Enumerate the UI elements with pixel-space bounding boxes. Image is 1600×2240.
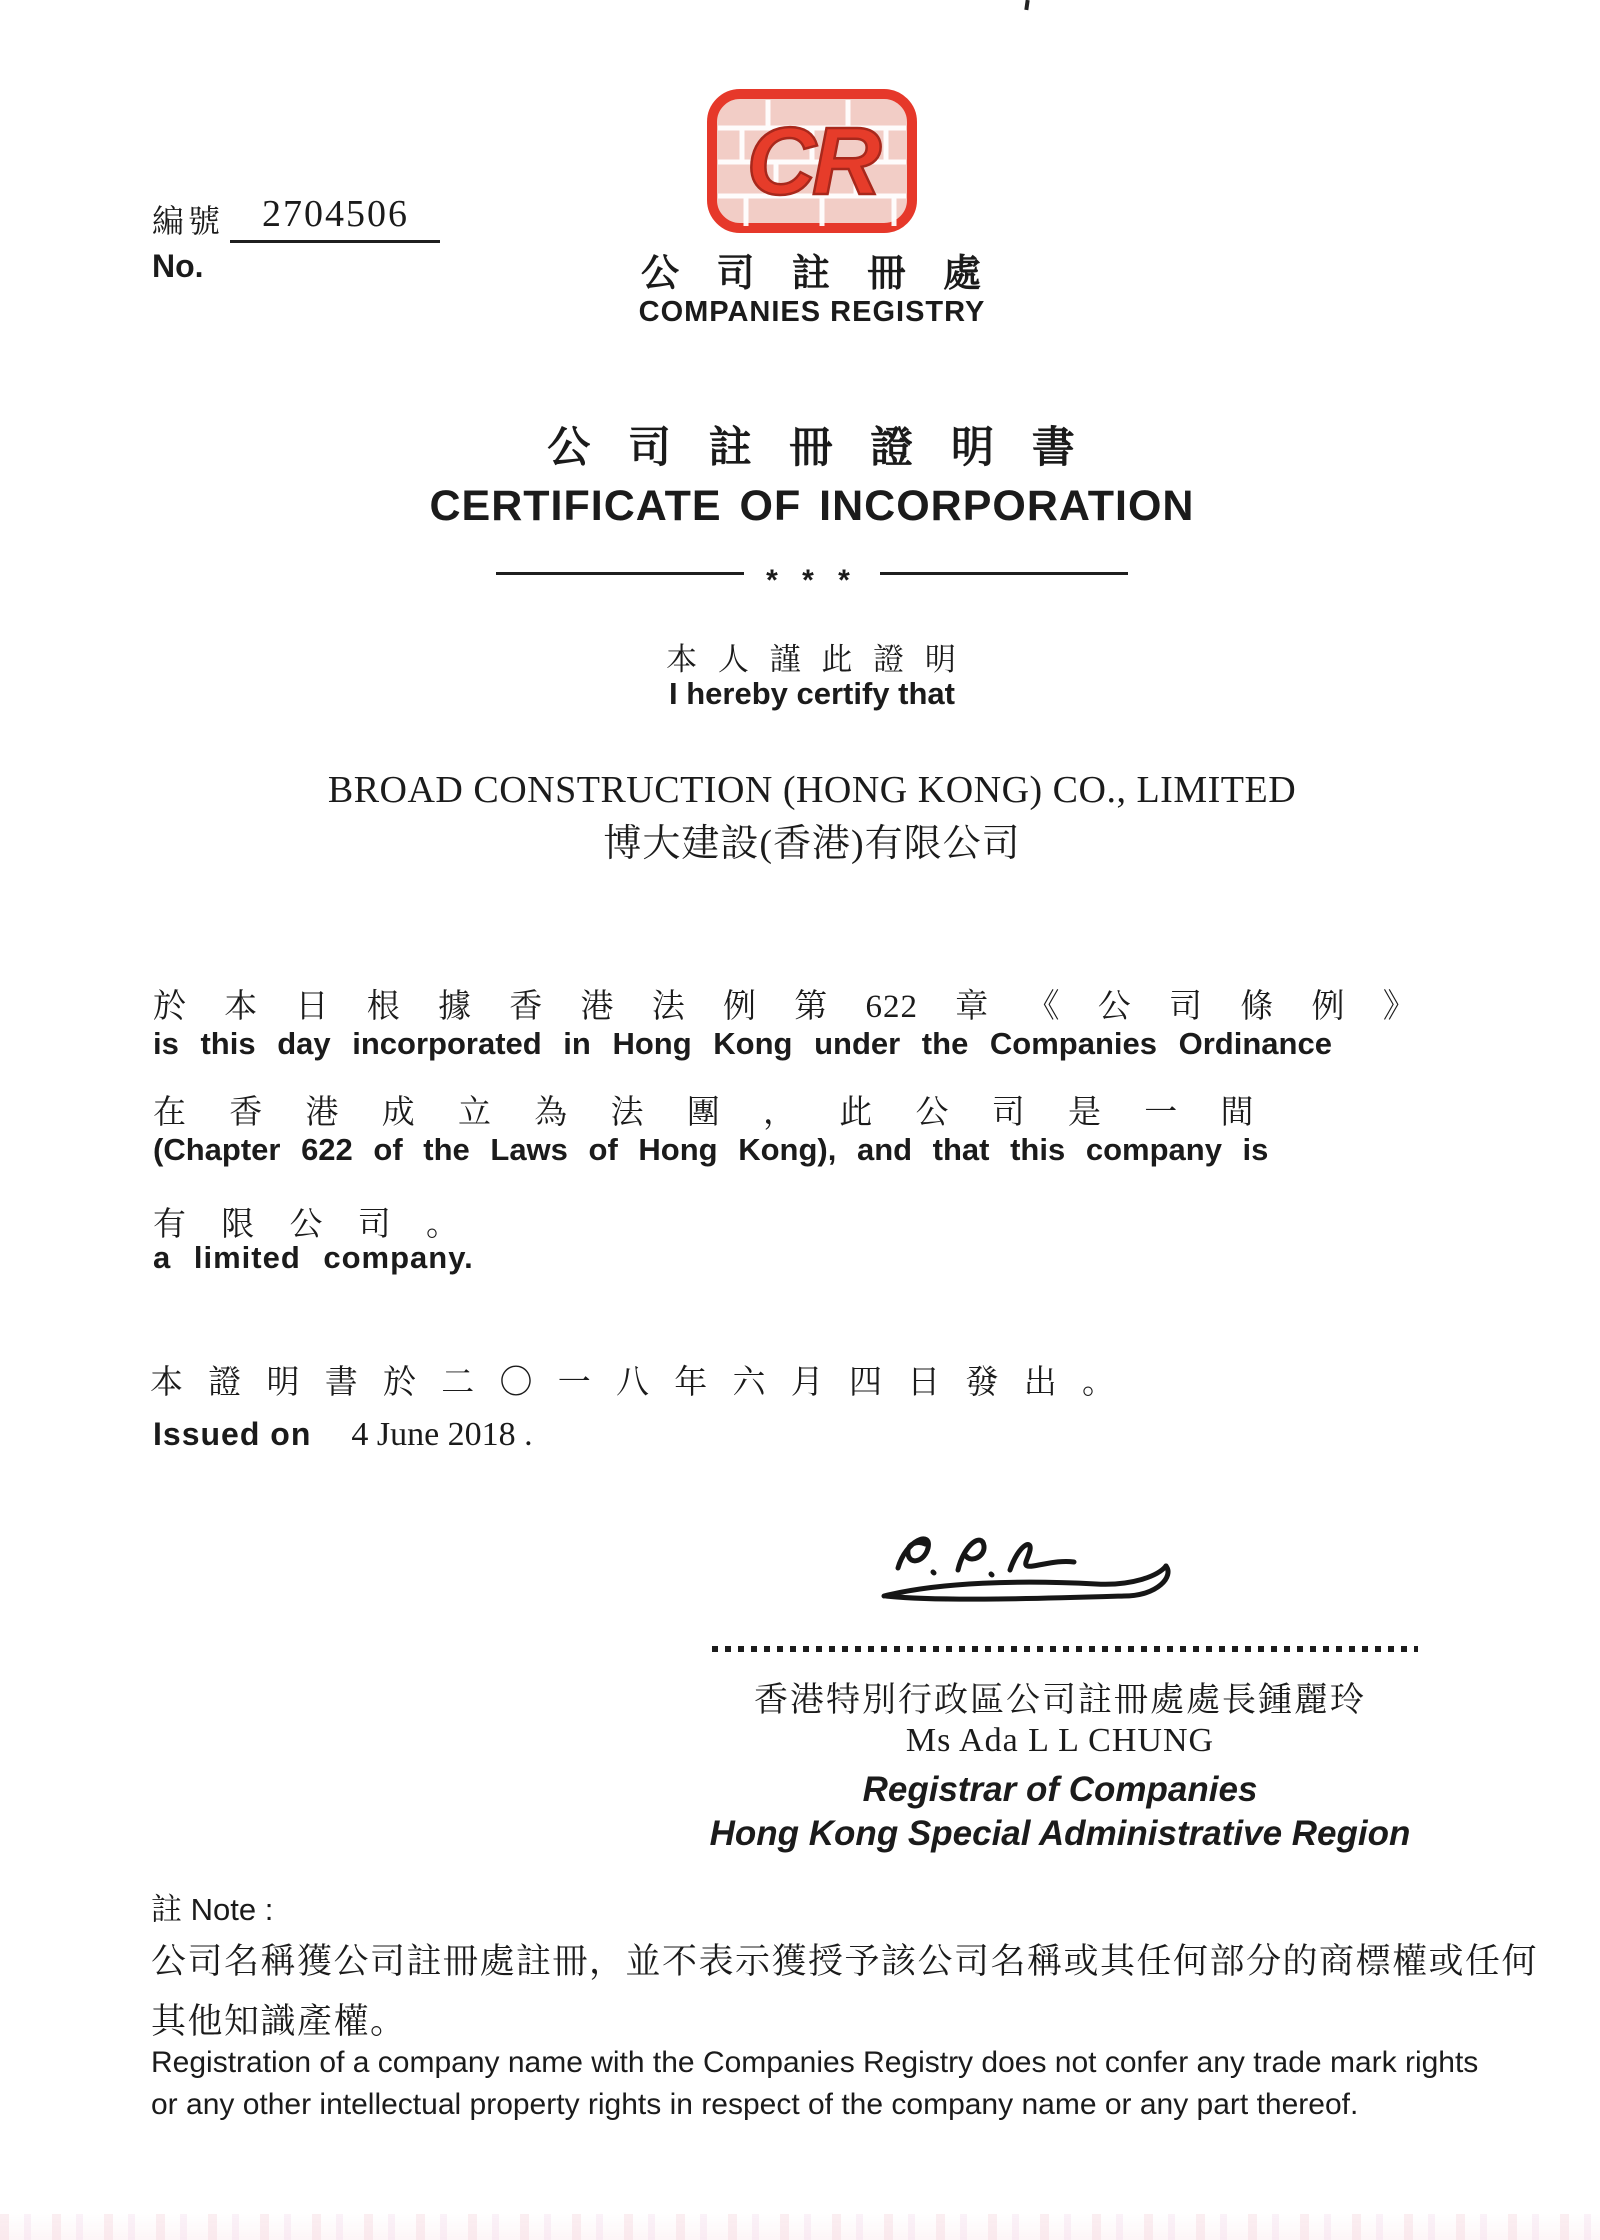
certificate-no-label-zh: 編號 bbox=[152, 203, 225, 239]
cr-logo-icon bbox=[706, 88, 918, 234]
registrar-name: Ms Ada L L CHUNG bbox=[905, 1722, 1215, 1759]
certificate-title-en: CERTIFICATE OF INCORPORATION bbox=[429, 482, 1195, 530]
body-paragraph2-en: (Chapter 622 of the Laws of Hong Kong), and that this company is bbox=[153, 1132, 1269, 1167]
signature-dotted-line bbox=[712, 1646, 1418, 1652]
scan-noise-bottom bbox=[0, 2214, 1600, 2240]
note-label-zh: 註 bbox=[151, 1892, 182, 1927]
body-paragraph3-en: a limited company. bbox=[153, 1240, 474, 1275]
company-name-en: BROAD CONSTRUCTION (HONG KONG) CO., LIMITED bbox=[327, 769, 1297, 811]
certificate-no-label-en: No. bbox=[152, 248, 204, 284]
issued-date: 4 June 2018 . bbox=[351, 1416, 533, 1453]
body-paragraph1-zh: 於 本 日 根 據 香 港 法 例 第 622 章 《 公 司 條 例 》 bbox=[153, 989, 1417, 1025]
companies-registry-logo bbox=[24, 88, 1600, 239]
registrar-title-en: Registrar of Companies bbox=[862, 1770, 1258, 1809]
note-label-en: Note : bbox=[190, 1892, 274, 1927]
logo-caption-zh: 公 司 註 冊 處 bbox=[640, 253, 983, 295]
company-name-zh: 博大建設(香港)有限公司 bbox=[603, 823, 1021, 865]
note-label bbox=[151, 1884, 273, 1929]
scan-artifact-top bbox=[1024, 0, 1029, 10]
body-paragraph3-zh: 有 限 公 司 。 bbox=[153, 1207, 460, 1243]
svg-text:CR: CR bbox=[746, 108, 878, 215]
issued-statement-zh: 本 證 明 書 於 二 〇 一 八 年 六 月 四 日 發 出 。 bbox=[150, 1365, 1116, 1401]
logo-caption-en: COMPANIES REGISTRY bbox=[638, 296, 986, 328]
divider-stars: * * * bbox=[766, 564, 858, 597]
certify-statement-en: I hereby certify that bbox=[669, 676, 955, 711]
divider-rule-left bbox=[496, 572, 744, 575]
note-en-line1: Registration of a company name with the Companies Registry does not confer any trade mark rights bbox=[151, 2046, 1479, 2079]
certificate-number: 2704506 bbox=[262, 193, 409, 235]
registrar-title-zh: 香港特別行政區公司註冊處處長鍾麗玲 bbox=[754, 1682, 1366, 1719]
body-paragraph1-en: is this day incorporated in Hong Kong under the Companies Ordinance bbox=[153, 1026, 1332, 1061]
registrar-region: Hong Kong Special Administrative Region bbox=[709, 1814, 1411, 1853]
body-paragraph2-zh: 在 香 港 成 立 為 法 團 ， 此 公 司 是 一 間 bbox=[153, 1095, 1255, 1131]
note-zh-line1: 公司名稱獲公司註冊處註冊，並不表示獲授予該公司名稱或其任何部分的商標權或任何 bbox=[151, 1942, 1539, 1981]
issued-statement-en bbox=[153, 1416, 533, 1454]
divider-rule-right bbox=[880, 572, 1128, 575]
registrar-signature bbox=[870, 1516, 1190, 1620]
issued-on-label: Issued on bbox=[153, 1416, 312, 1452]
title-divider bbox=[24, 556, 1600, 597]
certificate-title-zh: 公 司 註 冊 證 明 書 bbox=[547, 425, 1077, 472]
certify-statement-zh: 本 人 謹 此 證 明 bbox=[666, 642, 958, 677]
note-zh-line2: 其他知識產權。 bbox=[151, 2002, 407, 2041]
note-en-line2: or any other intellectual property rights in respect of the company name or any part thereof. bbox=[151, 2088, 1359, 2121]
